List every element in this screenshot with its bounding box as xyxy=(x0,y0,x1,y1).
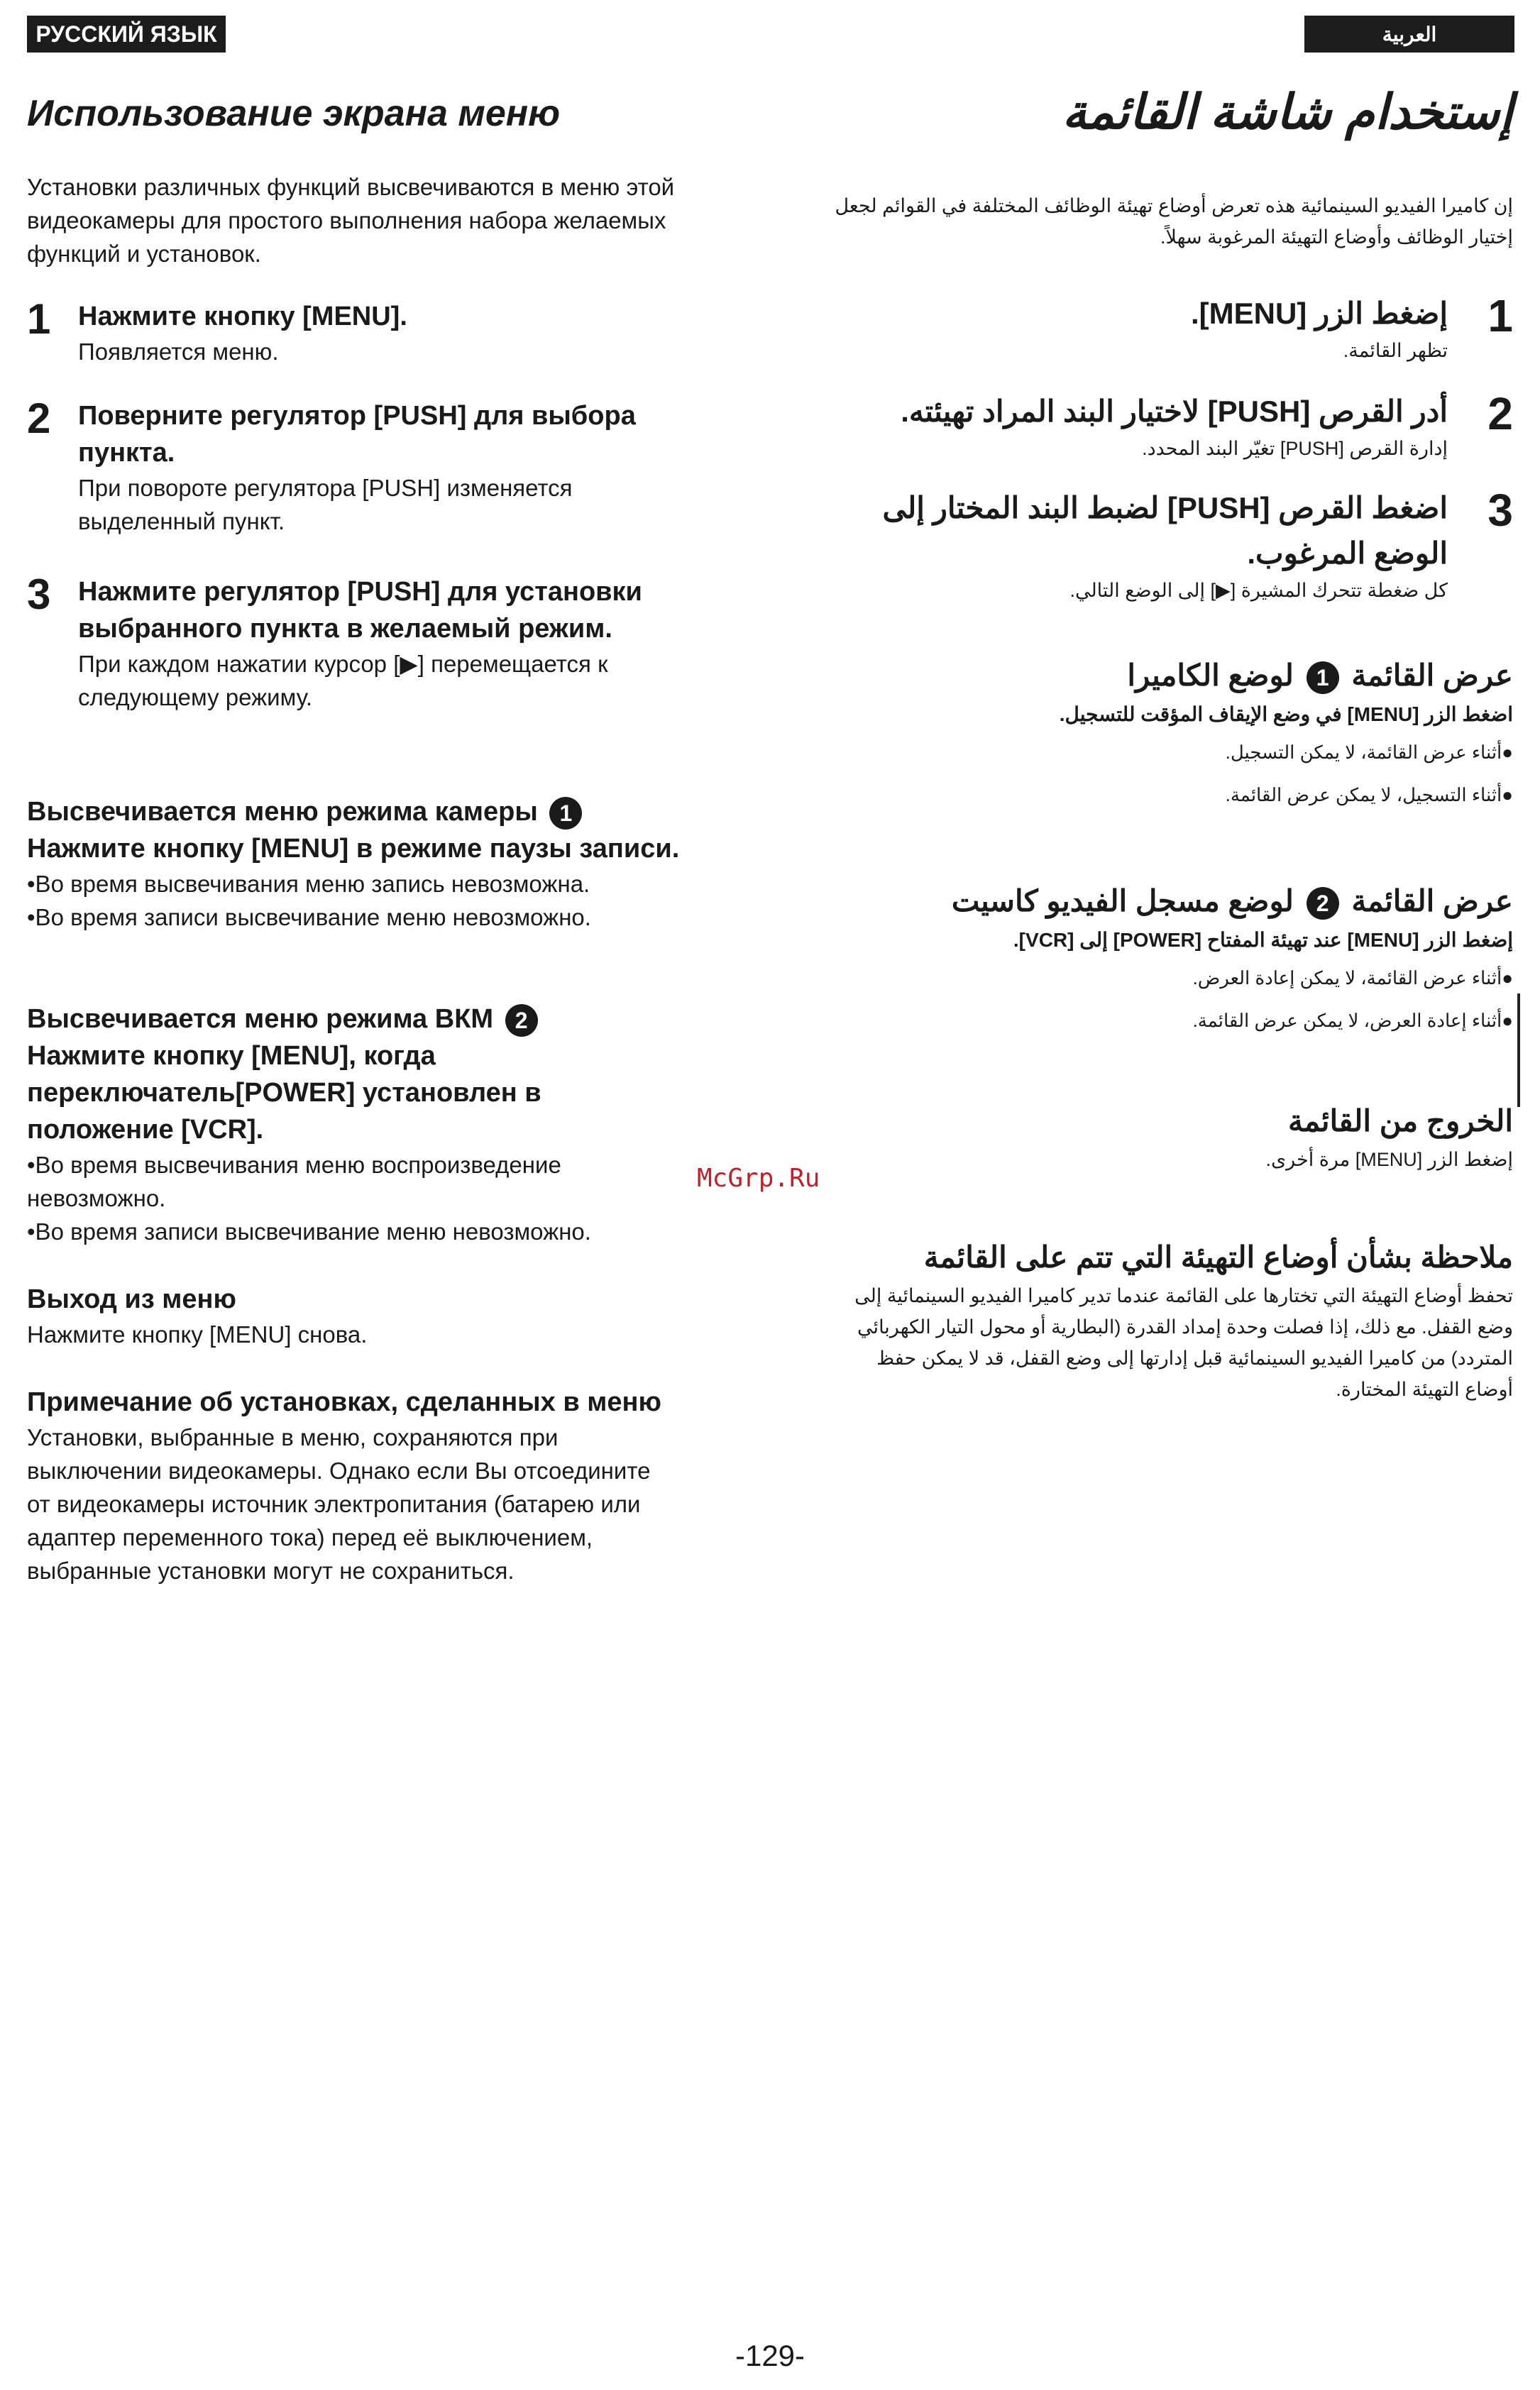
ru-exit-section xyxy=(27,1281,708,1351)
ar-bullet: ●أثناء التسجيل، لا يمكن عرض القائمة. xyxy=(1225,784,1513,805)
ar-title-block xyxy=(803,84,1513,141)
ar-camera-menu-sub: اضغط الزر [MENU] في وضع الإيقاف المؤقت للتسجيل. xyxy=(1059,703,1513,725)
ar-step-text: تظهر القائمة. xyxy=(1343,340,1448,361)
ar-note-text: تحفظ أوضاع التهيئة التي تختارها على القائمة عندما تدير كاميرا الفيديو السينمائية إلى وضع القفل. مع ذلك، إذا فصلت وحدة إمداد القدرة (البطارية أو محول التيار الكهربائي المتردد) من كاميرا الفيديو السينمائية قبل إدارتها إلى وضع القفل، قد لا يمكن حفظ أوضاع التهيئة المختارة. xyxy=(854,1285,1513,1400)
ru-step-number: 1 xyxy=(27,295,51,343)
ru-vcr-menu-section xyxy=(27,1001,666,1248)
ar-step-heading: إضغط الزر [MENU]. xyxy=(1190,297,1448,330)
ru-bullet: •Во время высвечивания меню запись невозможна. xyxy=(27,871,590,897)
ar-bullet: ●أثناء عرض القائمة، لا يمكن التسجيل. xyxy=(1225,742,1513,763)
ar-camera-menu-heading-a: عرض القائمة xyxy=(1351,659,1513,692)
ar-intro xyxy=(832,190,1513,253)
ar-exit-text: إضغط الزر [MENU] مرة أخرى. xyxy=(1265,1149,1513,1170)
russian-language-tag: РУССКИЙ ЯЗЫК xyxy=(27,16,226,53)
page-number: -129- xyxy=(735,2339,805,2372)
ru-bullet: •Во время записи высвечивание меню невозможно. xyxy=(27,904,591,930)
ru-camera-menu-sub: Нажмите кнопку [MENU] в режиме паузы записи. xyxy=(27,834,680,864)
ru-vcr-menu-heading: Высвечивается меню режима ВКМ xyxy=(27,1004,494,1034)
ru-step-number: 3 xyxy=(27,571,51,618)
ru-step-number: 2 xyxy=(27,395,51,442)
ar-intro-text: إن كاميرا الفيديو السينمائية هذه تعرض أوضاع تهيئة الوظائف المختلفة في القوائم لجعل إختيار الوظائف وأوضاع التهيئة المرغوبة سهلاً. xyxy=(835,195,1513,248)
ru-step-text: При каждом нажатии курсор [▶] перемещается к следующему режиму. xyxy=(78,651,608,710)
ru-step-3 xyxy=(27,573,708,714)
ru-step-heading: Нажмите кнопку [MENU]. xyxy=(78,302,407,331)
ar-page-title: إستخدام شاشة القائمة xyxy=(1062,85,1513,139)
ar-vcr-menu-heading-b: لوضع مسجل الفيديو كاسيت xyxy=(951,884,1294,918)
arabic-language-tag: العربية xyxy=(1304,16,1514,53)
ar-camera-menu-section xyxy=(775,653,1513,816)
ru-step-2 xyxy=(27,397,708,538)
ru-bullet: •Во время записи высвечивание меню невозможно. xyxy=(27,1218,591,1245)
ar-exit-heading: الخروج من القائمة xyxy=(1288,1104,1513,1138)
ru-bullet: •Во время высвечивания меню воспроизведение невозможно. xyxy=(27,1152,561,1211)
ar-step-heading: اضغط القرص [PUSH] لضبط البند المختار إلى الوضع المرغوب. xyxy=(882,491,1448,570)
ar-step-text: كل ضغطة تتحرك المشيرة [▶] إلى الوضع التالي. xyxy=(1069,580,1448,601)
marker-1-icon: 1 xyxy=(1307,661,1339,694)
ar-bullet: ●أثناء إعادة العرض، لا يمكن عرض القائمة. xyxy=(1192,1010,1513,1031)
marker-2-icon: 2 xyxy=(505,1004,538,1037)
ru-camera-menu-heading: Высвечивается меню режима камеры xyxy=(27,797,538,827)
ar-camera-menu-heading-b: لوضع الكاميرا xyxy=(1127,659,1294,692)
ar-step-number: 2 xyxy=(1487,388,1513,439)
ar-note-section xyxy=(832,1235,1513,1405)
ru-step-heading: Поверните регулятор [PUSH] для выбора пункта. xyxy=(78,401,636,468)
ru-exit-heading: Выход из меню xyxy=(27,1284,236,1314)
ru-note-text: Установки, выбранные в меню, сохраняются при выключении видеокамеры. Однако если Вы отсоедините от видеокамеры источник электропитания (батарею или адаптер переменного тока) перед её выключением, выбранные установки могут не сохраниться. xyxy=(27,1424,651,1584)
ru-intro: Установки различных функций высвечиваются в меню этой видеокамеры для простого выполнения набора желаемых функций и установок. xyxy=(27,174,675,267)
ar-step-2 xyxy=(803,389,1513,463)
ru-step-text: Появляется меню. xyxy=(78,338,279,365)
ar-step-number: 1 xyxy=(1487,290,1513,341)
ru-page-title: Использование экрана меню xyxy=(27,93,561,134)
ru-note-section xyxy=(27,1384,680,1587)
ar-bullet: ●أثناء عرض القائمة، لا يمكن إعادة العرض. xyxy=(1192,967,1513,989)
ar-step-1 xyxy=(803,291,1513,365)
ru-vcr-menu-sub: Нажмите кнопку [MENU], когда переключатель[POWER] установлен в положение [VCR]. xyxy=(27,1041,541,1145)
marker-1-icon: 1 xyxy=(549,797,582,830)
watermark-text: McGrp.Ru xyxy=(697,1164,820,1193)
ar-vcr-menu-sub: إضغط الزر [MENU] عند تهيئة المفتاح [POWER] إلى [VCR]. xyxy=(1013,929,1513,951)
ru-step-text: При повороте регулятора [PUSH] изменяется выделенный пункт. xyxy=(78,475,573,534)
marker-2-icon: 2 xyxy=(1307,887,1339,920)
ru-exit-text: Нажмите кнопку [MENU] снова. xyxy=(27,1321,368,1348)
ar-step-heading: أدر القرص [PUSH] لاختيار البند المراد تهيئته. xyxy=(901,395,1448,428)
ar-step-3 xyxy=(803,485,1513,605)
ar-exit-section xyxy=(775,1098,1513,1175)
ar-note-heading: ملاحظة بشأن أوضاع التهيئة التي تتم على القائمة xyxy=(923,1240,1513,1274)
ru-step-1 xyxy=(27,295,708,368)
page-edge-mark xyxy=(1517,993,1520,1107)
ar-vcr-menu-heading-a: عرض القائمة xyxy=(1351,884,1513,918)
ar-step-number: 3 xyxy=(1487,485,1513,536)
ru-step-heading: Нажмите регулятор [PUSH] для установки выбранного пункта в желаемый режим. xyxy=(78,577,642,644)
ar-step-text: إدارة القرص [PUSH] تغيّر البند المحدد. xyxy=(1142,438,1448,459)
ru-camera-menu-section xyxy=(27,793,680,934)
ru-title xyxy=(27,92,708,135)
ru-note-heading: Примечание об установках, сделанных в меню xyxy=(27,1387,661,1417)
ar-vcr-menu-section xyxy=(775,879,1513,1042)
